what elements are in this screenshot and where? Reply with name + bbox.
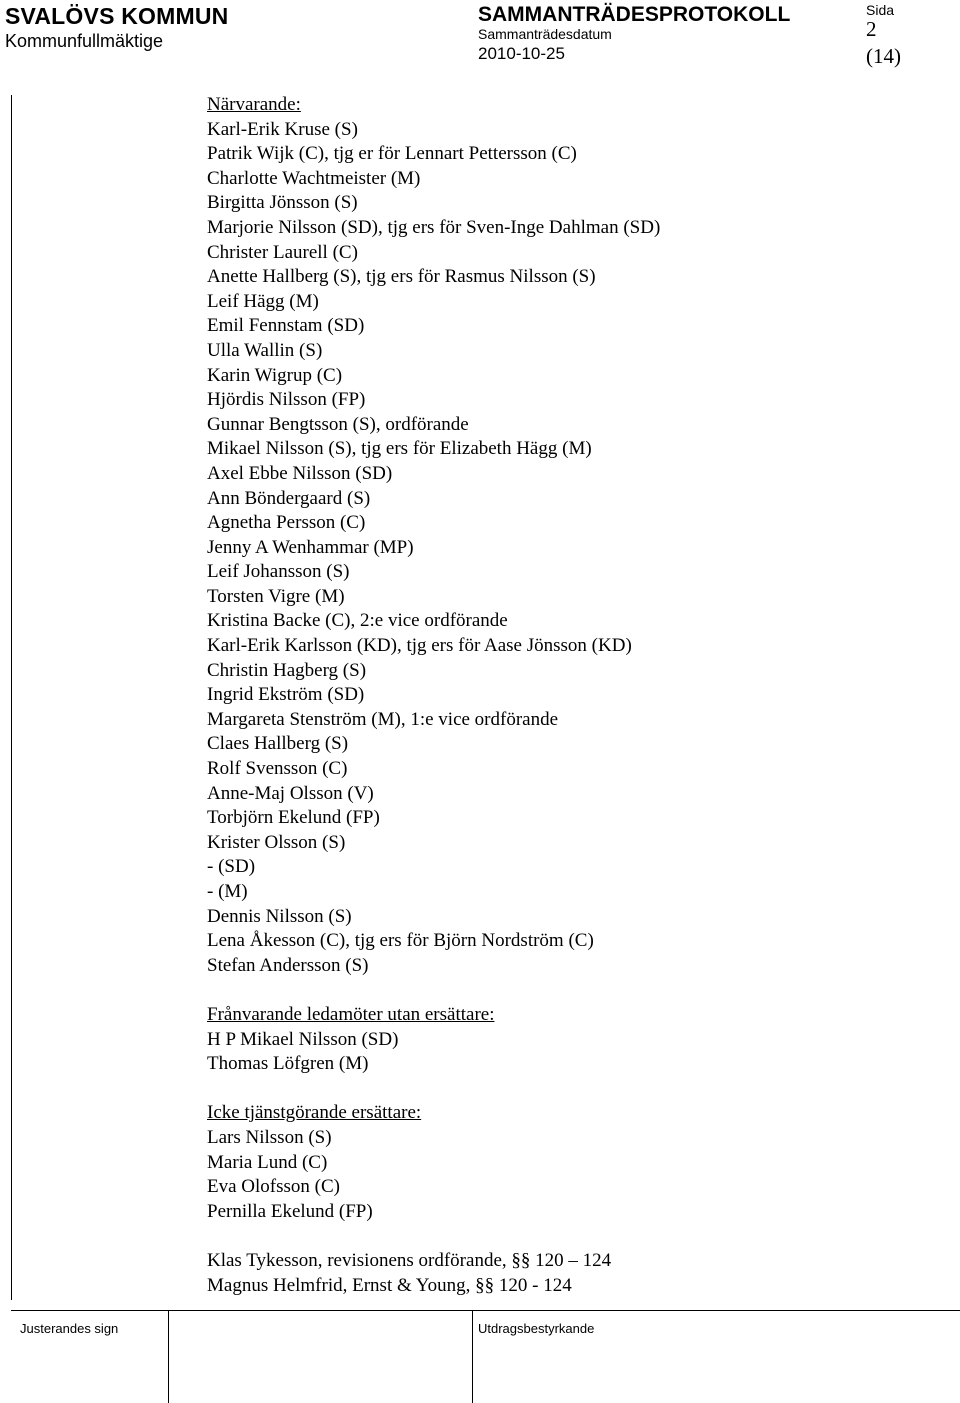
attendee-line: Thomas Löfgren (M)	[207, 1053, 369, 1075]
footer-divider	[472, 1310, 473, 1403]
other-attendees	[207, 1249, 660, 1298]
attendee-line: H P Mikael Nilsson (SD)	[207, 1028, 399, 1050]
absent-heading: Frånvarande ledamöter utan ersättare:	[207, 1003, 495, 1025]
page-total: (14)	[866, 44, 901, 68]
meeting-date: 2010-10-25	[478, 44, 565, 63]
attendee-line: Klas Tykesson, revisionens ordförande, §§ 120 – 124	[207, 1249, 612, 1271]
section-spacer	[207, 1224, 660, 1249]
attendee-line: Torsten Vigre (M)	[207, 585, 345, 607]
attendee-line: - (M)	[207, 881, 248, 902]
attendee-line: Mikael Nilsson (S), tjg ers för Elizabeth Hägg (M)	[207, 438, 592, 460]
attendee-line: Pernilla Ekelund (FP)	[207, 1200, 373, 1222]
attendee-line: Kristina Backe (C), 2:e vice ordförande	[207, 610, 508, 632]
attendee-line: Ingrid Ekström (SD)	[207, 684, 365, 706]
meeting-date-label: Sammanträdesdatum	[478, 26, 612, 42]
attendee-line: Leif Hägg (M)	[207, 290, 319, 312]
attendee-line: Magnus Helmfrid, Ernst & Young, §§ 120 - 124	[207, 1274, 572, 1296]
attendee-line: Marjorie Nilsson (SD), tjg ers för Sven-Inge Dahlman (SD)	[207, 216, 661, 238]
page-number: 2	[866, 17, 877, 41]
attendee-line: Stefan Andersson (S)	[207, 954, 369, 976]
attendee-line: Axel Ebbe Nilsson (SD)	[207, 462, 393, 484]
substitutes-heading: Icke tjänstgörande ersättare:	[207, 1102, 422, 1124]
attendee-line: Agnetha Persson (C)	[207, 512, 366, 534]
substitute-members	[207, 1126, 660, 1224]
present-heading: Närvarande:	[207, 94, 301, 115]
organization-body: Kommunfullmäktige	[5, 31, 164, 51]
attendee-line: Ulla Wallin (S)	[207, 339, 323, 361]
attendee-line: Rolf Svensson (C)	[207, 758, 348, 780]
attendee-line: Patrik Wijk (C), tjg er för Lennart Pettersson (C)	[207, 143, 577, 165]
present-members	[207, 118, 660, 979]
signature-label: Justerandes sign	[20, 1321, 119, 1336]
attendee-line: Claes Hallberg (S)	[207, 733, 349, 755]
attendee-line: Christin Hagberg (S)	[207, 659, 367, 681]
attendee-line: Gunnar Bengtsson (S), ordförande	[207, 413, 469, 435]
left-margin-rule	[11, 95, 12, 1300]
section-spacer	[207, 978, 660, 1003]
attendee-line: Margareta Stenström (M), 1:e vice ordförande	[207, 708, 559, 730]
attendee-line: Ann Böndergaard (S)	[207, 487, 371, 509]
attendee-line: Jenny A Wenhammar (MP)	[207, 536, 414, 558]
footer-divider	[168, 1310, 169, 1403]
attendee-line: - (SD)	[207, 856, 256, 878]
attendee-line: Lena Åkesson (C), tjg ers för Björn Nordström (C)	[207, 930, 594, 952]
attendee-line: Anne-Maj Olsson (V)	[207, 782, 374, 804]
page-label: Sida	[866, 2, 895, 18]
attendee-line: Karl-Erik Kruse (S)	[207, 118, 358, 140]
attendee-line: Lars Nilsson (S)	[207, 1126, 332, 1148]
attendee-line: Karl-Erik Karlsson (KD), tjg ers för Aase Jönsson (KD)	[207, 635, 632, 657]
attendee-line: Maria Lund (C)	[207, 1151, 328, 1173]
attendee-line: Hjördis Nilsson (FP)	[207, 389, 366, 411]
attendee-line: Dennis Nilsson (S)	[207, 905, 352, 927]
attendee-line: Karin Wigrup (C)	[207, 364, 343, 386]
attendee-line: Leif Johansson (S)	[207, 561, 350, 583]
attendee-line: Eva Olofsson (C)	[207, 1176, 340, 1198]
attendee-line: Krister Olsson (S)	[207, 831, 346, 853]
attendance-list	[207, 93, 660, 1298]
document-type: SAMMANTRÄDESPROTOKOLL	[478, 3, 791, 26]
attendee-line: Anette Hallberg (S), tjg ers för Rasmus Nilsson (S)	[207, 266, 596, 288]
extract-certification-label: Utdragsbestyrkande	[478, 1321, 595, 1336]
absent-members	[207, 1028, 660, 1077]
attendee-line: Torbjörn Ekelund (FP)	[207, 807, 380, 829]
organization-name: SVALÖVS KOMMUN	[5, 3, 229, 29]
attendee-line: Emil Fennstam (SD)	[207, 315, 365, 337]
footer-rule	[11, 1310, 960, 1311]
attendee-line: Charlotte Wachtmeister (M)	[207, 167, 421, 189]
section-spacer	[207, 1077, 660, 1102]
attendee-line: Birgitta Jönsson (S)	[207, 192, 358, 214]
attendee-line: Christer Laurell (C)	[207, 241, 358, 263]
